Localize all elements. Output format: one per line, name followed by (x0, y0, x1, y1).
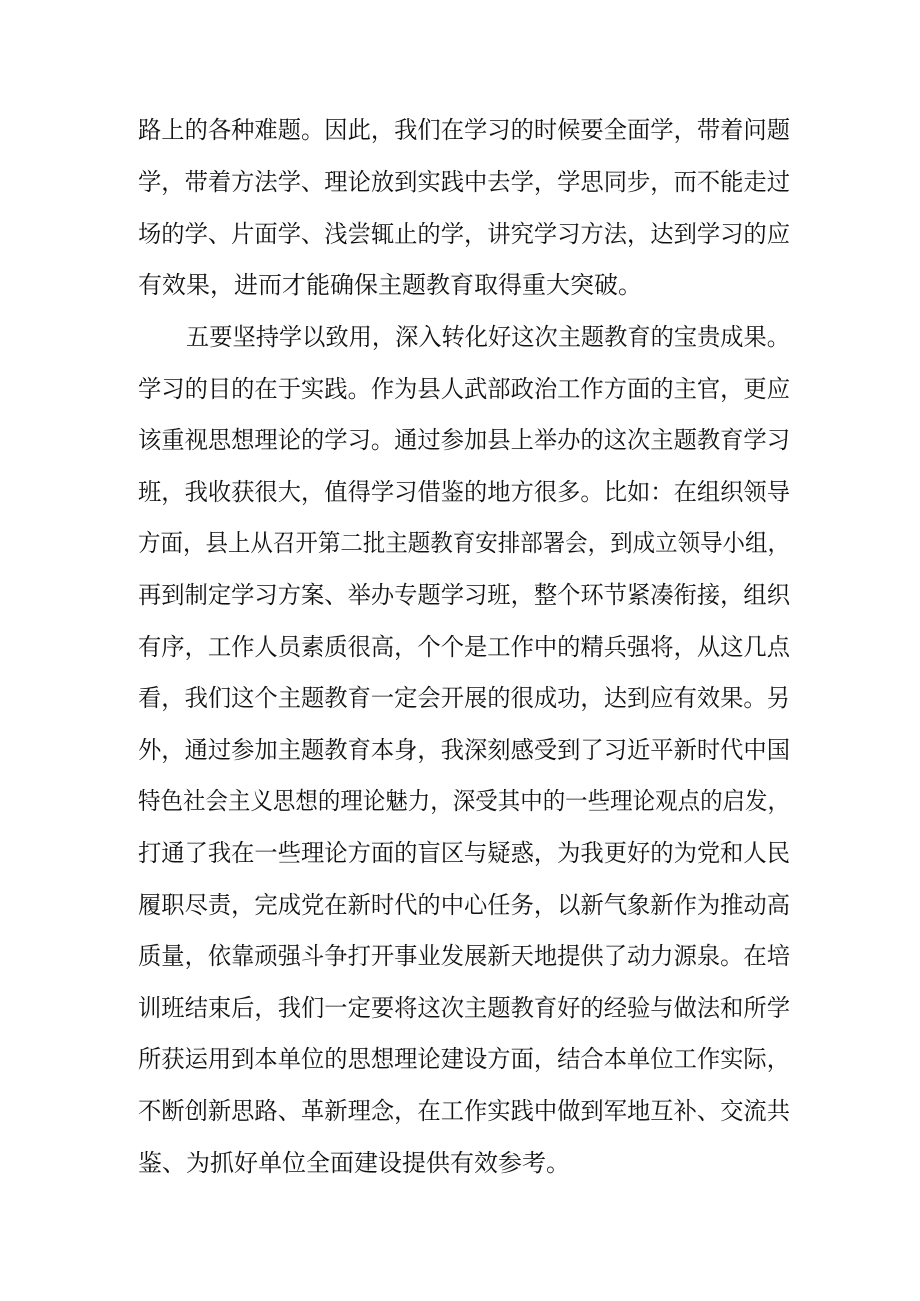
text-line-17: 质量，依靠顽强斗争打开事业发展新天地提供了动力源泉。在培 (138, 942, 790, 970)
text-line-3: 场的学、片面学、浅尝辄止的学，讲究学习方法，达到学习的应 (138, 220, 790, 248)
text-line-13: 外，通过参加主题教育本身，我深刻感受到了习近平新时代中国 (138, 736, 790, 764)
text-line-20: 不断创新思路、革新理念，在工作实践中做到军地互补、交流共 (138, 1097, 790, 1125)
text-line-12: 看，我们这个主题教育一定会开展的很成功，达到应有效果。另 (138, 684, 790, 712)
text-line-4: 有效果，进而才能确保主题教育取得重大突破。 (138, 271, 642, 299)
text-line-6: 学习的目的在于实践。作为县人武部政治工作方面的主官，更应 (138, 375, 790, 403)
text-line-21: 鉴、为抓好单位全面建设提供有效参考。 (138, 1149, 570, 1177)
text-line-14: 特色社会主义思想的理论魅力，深受其中的一些理论观点的启发， (138, 787, 790, 815)
text-line-10: 再到制定学习方案、举办专题学习班，整个环节紧凑衔接，组织 (138, 581, 790, 609)
text-line-19: 所获运用到本单位的思想理论建设方面，结合本单位工作实际， (138, 1045, 790, 1073)
text-line-15: 打通了我在一些理论方面的盲区与疑惑，为我更好的为党和人民 (138, 839, 790, 867)
text-line-1: 路上的各种难题。因此，我们在学习的时候要全面学，带着问题 (138, 116, 790, 144)
text-line-8: 班，我收获很大，值得学习借鉴的地方很多。比如：在组织领导 (138, 478, 790, 506)
text-line-11: 有序，工作人员素质很高，个个是工作中的精兵强将，从这几点 (138, 633, 790, 661)
text-line-2: 学，带着方法学、理论放到实践中去学，学思同步，而不能走过 (138, 168, 790, 196)
text-line-7: 该重视思想理论的学习。通过参加县上举办的这次主题教育学习 (138, 426, 790, 454)
paragraph-start-line: 五要坚持学以致用，深入转化好这次主题教育的宝贵成果。 (186, 323, 790, 351)
text-line-16: 履职尽责，完成党在新时代的中心任务，以新气象新作为推动高 (138, 891, 790, 919)
text-line-18: 训班结束后，我们一定要将这次主题教育好的经验与做法和所学 (138, 994, 790, 1022)
text-line-9: 方面，县上从召开第二批主题教育安排部署会，到成立领导小组， (138, 529, 790, 557)
